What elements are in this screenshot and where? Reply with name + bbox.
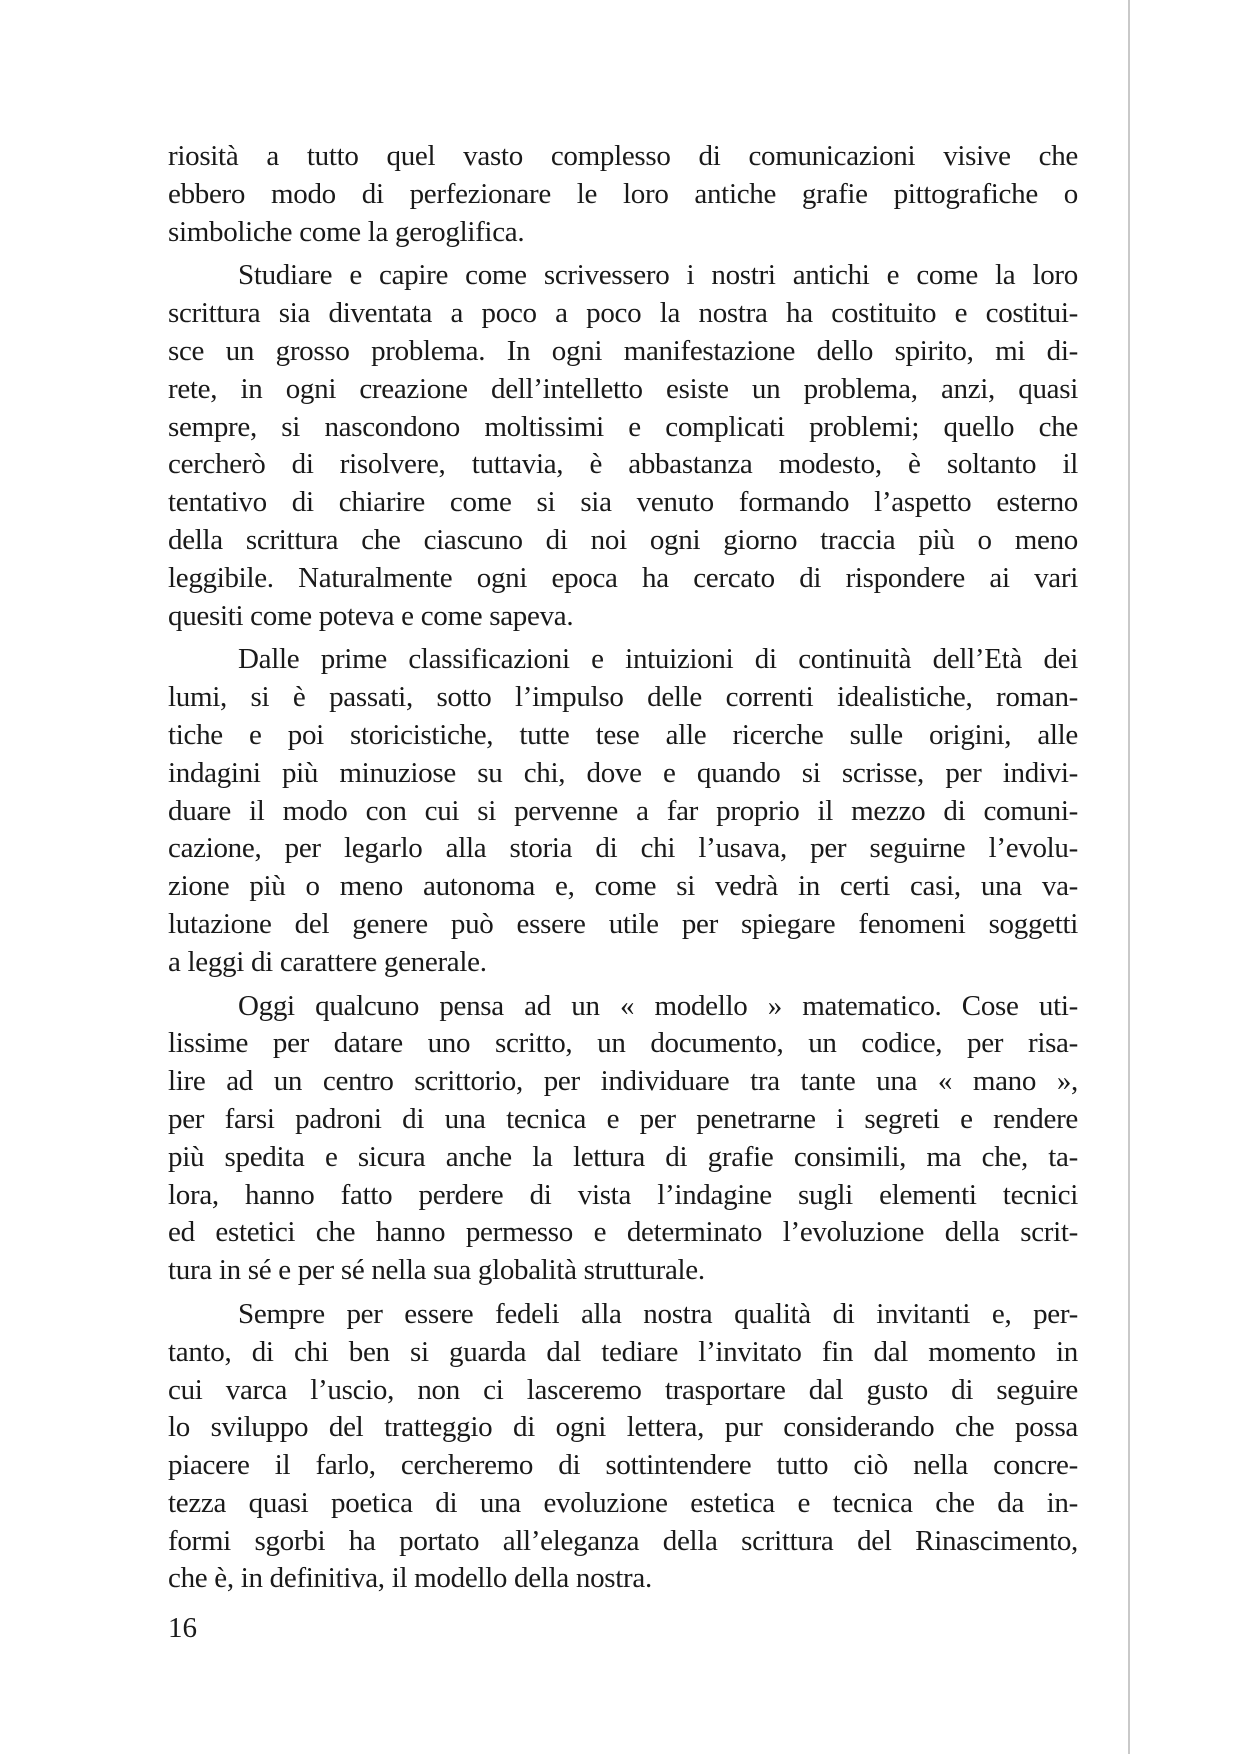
text-line: Oggi qualcuno pensa ad un « modello » matematico. Cose uti- xyxy=(238,989,1078,1022)
text-line: lire ad un centro scrittorio, per individuare tra tante una « mano », xyxy=(168,1065,1078,1098)
body-text xyxy=(168,138,1078,1604)
text-line: tezza quasi poetica di una evoluzione estetica e tecnica che da in- xyxy=(168,1486,1078,1519)
text-line: lo sviluppo del tratteggio di ogni lettera, pur considerando che possa xyxy=(168,1411,1078,1444)
text-line: della scrittura che ciascuno di noi ogni giorno traccia più o meno xyxy=(168,523,1078,556)
text-line: Sempre per essere fedeli alla nostra qualità di invitanti e, per- xyxy=(238,1297,1078,1330)
text-line: cui varca l’uscio, non ci lasceremo trasportare dal gusto di seguire xyxy=(168,1373,1078,1406)
text-line: formi sgorbi ha portato all’eleganza della scrittura del Rinascimento, xyxy=(168,1524,1078,1557)
text-line: ebbero modo di perfezionare le loro antiche grafie pittografiche o xyxy=(168,177,1078,210)
text-line: piacere il farlo, cercheremo di sottintendere tutto ciò nella concre- xyxy=(168,1449,1078,1482)
text-line: lumi, si è passati, sotto l’impulso delle correnti idealistiche, roman- xyxy=(168,681,1078,714)
text-line: rete, in ogni creazione dell’intelletto esiste un problema, anzi, quasi xyxy=(168,372,1078,405)
text-line: lissime per datare uno scritto, un documento, un codice, per risa- xyxy=(168,1027,1078,1060)
text-line: lutazione del genere può essere utile per spiegare fenomeni soggetti xyxy=(168,907,1078,940)
text-line: quesiti come poteva e come sapeva. xyxy=(168,599,574,632)
text-line: tentativo di chiarire come si sia venuto formando l’aspetto esterno xyxy=(168,486,1078,519)
text-line: per farsi padroni di una tecnica e per penetrarne i segreti e rendere xyxy=(168,1102,1078,1135)
text-line: zione più o meno autonoma e, come si vedrà in certi casi, una va- xyxy=(168,870,1078,903)
text-line: tiche e poi storicistiche, tutte tese alle ricerche sulle origini, alle xyxy=(168,718,1078,751)
page-number: 16 xyxy=(168,1612,197,1644)
text-line: scrittura sia diventata a poco a poco la nostra ha costituito e costitui- xyxy=(168,297,1078,330)
text-line: che è, in definitiva, il modello della nostra. xyxy=(168,1562,652,1595)
paragraph xyxy=(168,138,1078,251)
page-edge-line xyxy=(1128,0,1130,1754)
text-line: leggibile. Naturalmente ogni epoca ha cercato di rispondere ai vari xyxy=(168,561,1078,594)
text-line: tanto, di chi ben si guarda dal tediare l’invitato fin dal momento in xyxy=(168,1335,1078,1368)
text-line: cercherò di risolvere, tuttavia, è abbastanza modesto, è soltanto il xyxy=(168,448,1078,481)
paragraph xyxy=(168,988,1078,1290)
text-line: lora, hanno fatto perdere di vista l’indagine sugli elementi tecnici xyxy=(168,1178,1078,1211)
text-line: Dalle prime classificazioni e intuizioni di continuità dell’Età dei xyxy=(238,643,1078,676)
text-line: sce un grosso problema. In ogni manifestazione dello spirito, mi di- xyxy=(168,334,1078,367)
paragraph xyxy=(168,641,1078,981)
text-line: simboliche come la geroglifica. xyxy=(168,215,525,248)
text-line: duare il modo con cui si pervenne a far proprio il mezzo di comuni- xyxy=(168,794,1078,827)
paragraph xyxy=(168,257,1078,635)
text-line: Studiare e capire come scrivessero i nostri antichi e come la loro xyxy=(238,259,1078,292)
text-line: più spedita e sicura anche la lettura di grafie consimili, ma che, ta- xyxy=(168,1140,1078,1173)
text-line: cazione, per legarlo alla storia di chi l’usava, per seguirne l’evolu- xyxy=(168,832,1078,865)
text-line: ed estetici che hanno permesso e determinato l’evoluzione della scrit- xyxy=(168,1216,1078,1249)
text-line: a leggi di carattere generale. xyxy=(168,945,487,978)
paragraph xyxy=(168,1296,1078,1598)
text-line: riosità a tutto quel vasto complesso di comunicazioni visive che xyxy=(168,140,1078,172)
text-line: tura in sé e per sé nella sua globalità strutturale. xyxy=(168,1254,705,1287)
text-line: sempre, si nascondono moltissimi e complicati problemi; quello che xyxy=(168,410,1078,443)
text-line: indagini più minuziose su chi, dove e quando si scrisse, per indivi- xyxy=(168,756,1078,789)
